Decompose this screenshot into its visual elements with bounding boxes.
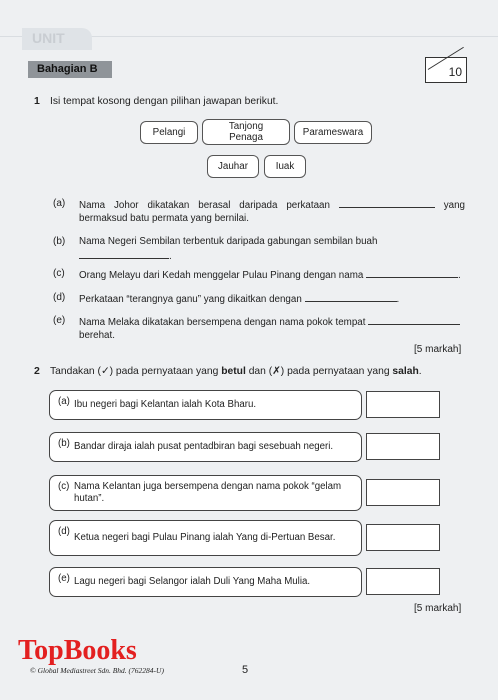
fill-item — [79, 315, 465, 342]
statement-letter: (e) — [58, 573, 70, 584]
statement-text: Bandar diraja ialah pusat pentadbiran bagi sesebuah negeri. — [74, 441, 334, 452]
statement-d — [49, 520, 362, 556]
logo-top: Top — [18, 635, 64, 666]
statement-a — [49, 390, 362, 420]
tick-answer-box[interactable] — [366, 479, 440, 506]
tick-answer-box[interactable] — [366, 433, 440, 460]
question-2-number: 2 — [34, 365, 40, 377]
item-text: berehat. — [79, 329, 115, 341]
marks-label: [5 markah] — [414, 344, 462, 355]
publisher-credit: © Global Mediastreet Sdn. Bhd. (762284-U) — [30, 666, 164, 675]
answer-blank[interactable] — [368, 315, 460, 325]
section-title: Bahagian B — [28, 61, 112, 78]
topbooks-logo — [18, 636, 137, 666]
score-box — [425, 57, 467, 83]
item-letter: (e) — [53, 315, 66, 326]
tick-answer-box[interactable] — [366, 391, 440, 418]
statement-letter: (d) — [58, 526, 70, 537]
item-letter: (c) — [53, 268, 65, 279]
answer-blank[interactable] — [339, 198, 435, 208]
question-1-number: 1 — [34, 95, 40, 107]
item-letter: (a) — [53, 198, 66, 209]
fill-item — [79, 268, 465, 283]
item-text: Perkataan “terangnya ganu” yang dikaitkan dengan — [79, 294, 302, 305]
item-text: Orang Melayu dari Kedah menggelar Pulau Pinang dengan nama — [79, 270, 364, 281]
item-text: Nama Johor dikatakan berasal daripada perkataan — [79, 200, 330, 211]
statement-text: Lagu negeri bagi Selangor ialah Duli Yang Maha Mulia. — [74, 576, 311, 587]
choice-chip: Pelangi — [140, 121, 198, 144]
tick-answer-box[interactable] — [366, 568, 440, 595]
item-text: . — [169, 250, 172, 262]
fill-item — [79, 292, 465, 307]
choice-chip: Tanjong Penaga — [202, 119, 290, 145]
answer-blank[interactable] — [366, 268, 458, 278]
question-1-instruction: Isi tempat kosong dengan pilihan jawapan berikut. — [50, 96, 279, 107]
answer-blank[interactable] — [79, 249, 169, 259]
answer-blank[interactable] — [305, 292, 397, 302]
statement-letter: (a) — [58, 396, 70, 407]
statement-letter: (c) — [58, 481, 70, 492]
item-text: . — [458, 270, 461, 281]
item-text: yang bermaksud batu permata yang bernilai. — [79, 200, 465, 224]
item-letter: (d) — [53, 292, 66, 303]
statement-b — [49, 432, 362, 462]
choice-chip: Iuak — [264, 155, 306, 178]
marks-label: [5 markah] — [414, 603, 462, 614]
item-letter: (b) — [53, 236, 66, 247]
page-number: 5 — [242, 664, 249, 676]
unit-tab: UNIT — [22, 28, 92, 50]
choice-chip: Jauhar — [207, 155, 259, 178]
choice-chip: Parameswara — [294, 121, 372, 144]
fill-item — [79, 198, 465, 225]
statement-text: Ketua negeri bagi Pulau Pinang ialah Yang di-Pertuan Besar. — [74, 532, 336, 543]
statement-letter: (b) — [58, 438, 70, 449]
item-text: Nama Melaka dikatakan bersempena dengan nama pokok tempat — [79, 317, 366, 328]
question-2-instruction: Tandakan (✓) pada pernyataan yang betul dan (✗) pada pernyataan yang salah. — [50, 366, 422, 377]
statement-text: Ibu negeri bagi Kelantan ialah Kota Bharu. — [74, 399, 257, 410]
statement-e — [49, 567, 362, 597]
statement-c — [49, 475, 362, 511]
statement-text: Nama Kelantan juga bersempena dengan nama pokok “gelam hutan”. — [74, 481, 342, 504]
item-text: Nama Negeri Sembilan terbentuk daripada gabungan sembilan buah — [79, 236, 378, 247]
logo-books: Books — [63, 635, 137, 666]
item-text: . — [396, 294, 400, 305]
fill-item — [79, 236, 465, 263]
score-max: 10 — [448, 65, 462, 79]
tick-answer-box[interactable] — [366, 524, 440, 551]
